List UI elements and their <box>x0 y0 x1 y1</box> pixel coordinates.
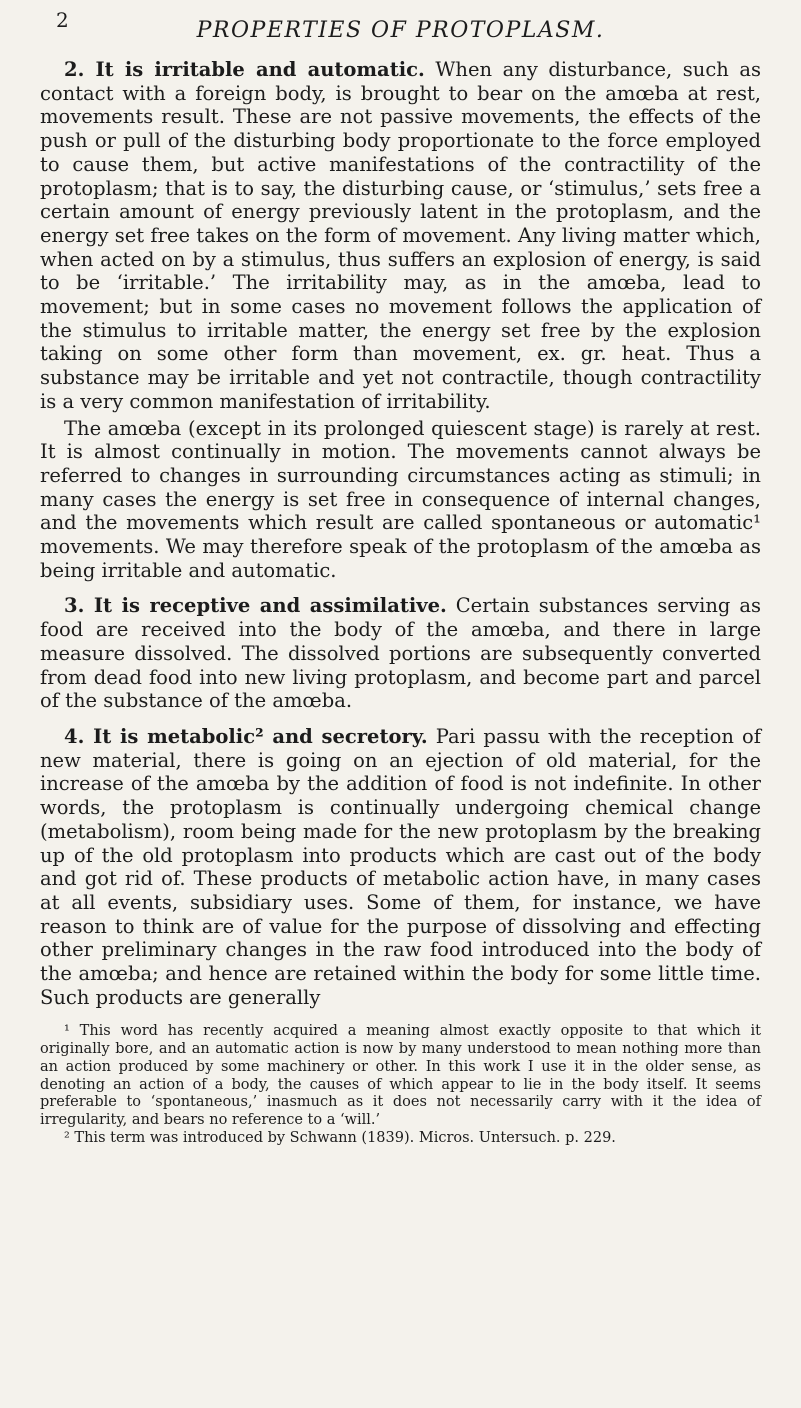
section-lead-metabolic: 4. It is metabolic² and secretory. <box>64 724 428 748</box>
paragraph-metabolic <box>40 725 761 1009</box>
section-lead-receptive: 3. It is receptive and assimilative. <box>64 594 447 618</box>
page-header <box>40 8 761 58</box>
section-lead-irritable: 2. It is irritable and automatic. <box>64 58 425 81</box>
paragraph-text: The amœba (except in its prolonged quiescent stage) is rarely at rest. It is almost continually in motion. The movements cannot always be referred to changes in surrounding circumstances acting as stimuli; in many cases the energy is set free in consequence of internal changes, and the movements which result are called spontaneous or automatic¹ movements. We may therefore speak of the protoplasm of the amœba as being irritable and automatic. <box>40 416 761 582</box>
page-number: 2 <box>56 8 69 32</box>
footnotes <box>40 1023 761 1147</box>
footnote-2: ² This term was introduced by Schwann (1839). Micros. Untersuch. p. 229. <box>64 1129 616 1146</box>
paragraph-text: When any disturbance, such as contact with a foreign body, is brought to bear on the amœba at rest, movements result. These are not passive movements, the effects of the push or pull of the disturbing body proportionate to the force employed to cause them, but active manifestations of the contractility of the protoplasm; that is to say, the disturbing cause, or ‘stimulus,’ sets free a certain amount of energy previously latent in the protoplasm, and the energy set free takes on the form of movement. Any living matter which, when acted on by a stimulus, thus suffers an explosion of energy, is said to be ‘irritable.’ The irritability may, as in the amœba, lead to movement; but in some cases no movement follows the application of the stimulus to irritable matter, the energy set free by the explosion taking on some other form than movement, ex. gr. heat. Thus a substance may be irritable and yet not contractile, though contractility is a very common manifestation of irritability. <box>40 58 762 413</box>
main-text <box>40 58 761 1009</box>
footnote-1: ¹ This word has recently acquired a meaning almost exactly opposite to that which it originally bore, and an automatic action is now by many understood to mean nothing more than an action produced by some machinery or other. In this work I use it in the older sense, as denoting an action of a body, the causes of which appear to lie in the body itself. It seems preferable to ‘spontaneous,’ inasmuch as it does not necessarily carry with it the idea of irregularity, and bears no reference to a ‘will.’ <box>40 1023 761 1128</box>
running-title: PROPERTIES OF PROTOPLASM. <box>196 18 605 43</box>
paragraph-automatic <box>40 417 761 583</box>
paragraph-text: Certain substances serving as food are received into the body of the amœba, and there in large measure dissolved. The dissolved portions are subsequently converted from dead food into new living protoplasm, and become part and parcel of the substance of the amœba. <box>40 594 761 713</box>
paragraph-receptive <box>40 594 761 713</box>
paragraph-text: Pari passu with the reception of new material, there is going on an ejection of old material, for the increase of the amœba by the addition of food is not indefinite. In other words, the protoplasm is continually undergoing chemical change (metabolism), room being made for the new protoplasm by the breaking up of the old protoplasm into products which are cast out of the body and got rid of. These products of metabolic action have, in many cases at all events, subsidiary uses. Some of them, for instance, we have reason to think are of value for the purpose of dissolving and effecting other preliminary changes in the raw food introduced into the body of the amœba; and hence are retained within the body for some little time. Such products are generally <box>40 724 761 1009</box>
paragraph-irritable <box>40 58 761 414</box>
